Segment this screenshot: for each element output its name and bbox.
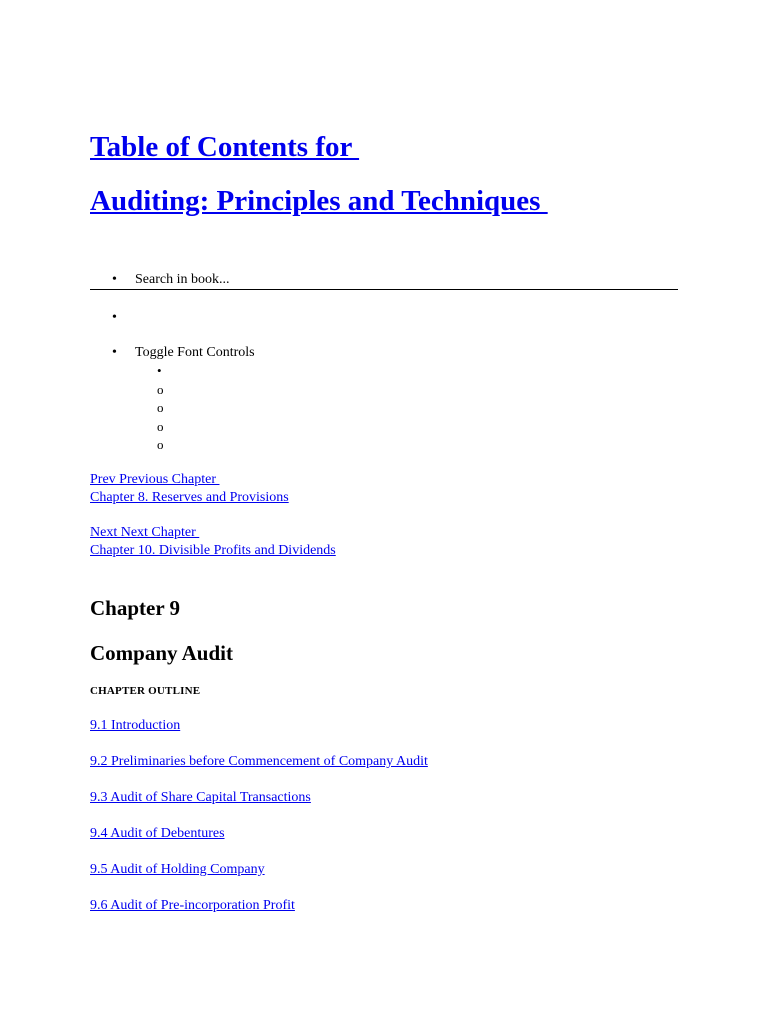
outline-item <box>90 861 428 897</box>
empty-toolbar-item[interactable] <box>90 308 678 328</box>
search-input[interactable] <box>135 272 535 288</box>
chapter-outline-label: CHAPTER OUTLINE <box>90 685 201 697</box>
next-chapter-title-link[interactable]: Chapter 10. Divisible Profits and Dividends <box>90 543 336 558</box>
outline-link[interactable]: 9.1 Introduction <box>90 718 181 733</box>
font-control-item[interactable] <box>135 418 678 437</box>
search-item <box>90 270 678 290</box>
outline-item <box>90 897 428 933</box>
toggle-font-controls-button[interactable]: Toggle Font Controls <box>135 345 255 360</box>
prev-chapter-nav <box>90 471 289 507</box>
outline-link[interactable]: 9.3 Audit of Share Capital Transactions <box>90 790 311 805</box>
chapter-title: Company Audit <box>90 641 233 665</box>
outline-link[interactable]: 9.6 Audit of Pre-incorporation Profit <box>90 898 295 913</box>
prev-chapter-title-link[interactable]: Chapter 8. Reserves and Provisions <box>90 490 289 505</box>
book-title-link[interactable]: Auditing: Principles and Techniques <box>90 185 548 217</box>
prev-chapter-link[interactable]: Prev Previous Chapter <box>90 472 220 487</box>
outline-item <box>90 825 428 861</box>
chapter-number: Chapter 9 <box>90 596 181 620</box>
outline-link[interactable]: 9.2 Preliminaries before Commencement of Company Audit <box>90 754 428 769</box>
reader-toolbar <box>90 270 678 455</box>
outline-item <box>90 717 428 753</box>
font-control-item[interactable] <box>135 436 678 455</box>
chapter-outline-list <box>90 717 428 933</box>
toc-title-link[interactable]: Table of Contents for <box>90 131 360 163</box>
outline-item <box>90 789 428 825</box>
next-chapter-link[interactable]: Next Next Chapter <box>90 525 200 540</box>
next-chapter-nav <box>90 524 336 560</box>
outline-link[interactable]: 9.4 Audit of Debentures <box>90 826 225 841</box>
font-controls-item <box>90 344 678 455</box>
font-control-item[interactable] <box>135 399 678 418</box>
outline-link[interactable]: 9.5 Audit of Holding Company <box>90 862 265 877</box>
font-controls-list <box>135 362 678 455</box>
font-control-item[interactable] <box>135 362 678 381</box>
outline-item <box>90 753 428 789</box>
font-control-item[interactable] <box>135 381 678 400</box>
